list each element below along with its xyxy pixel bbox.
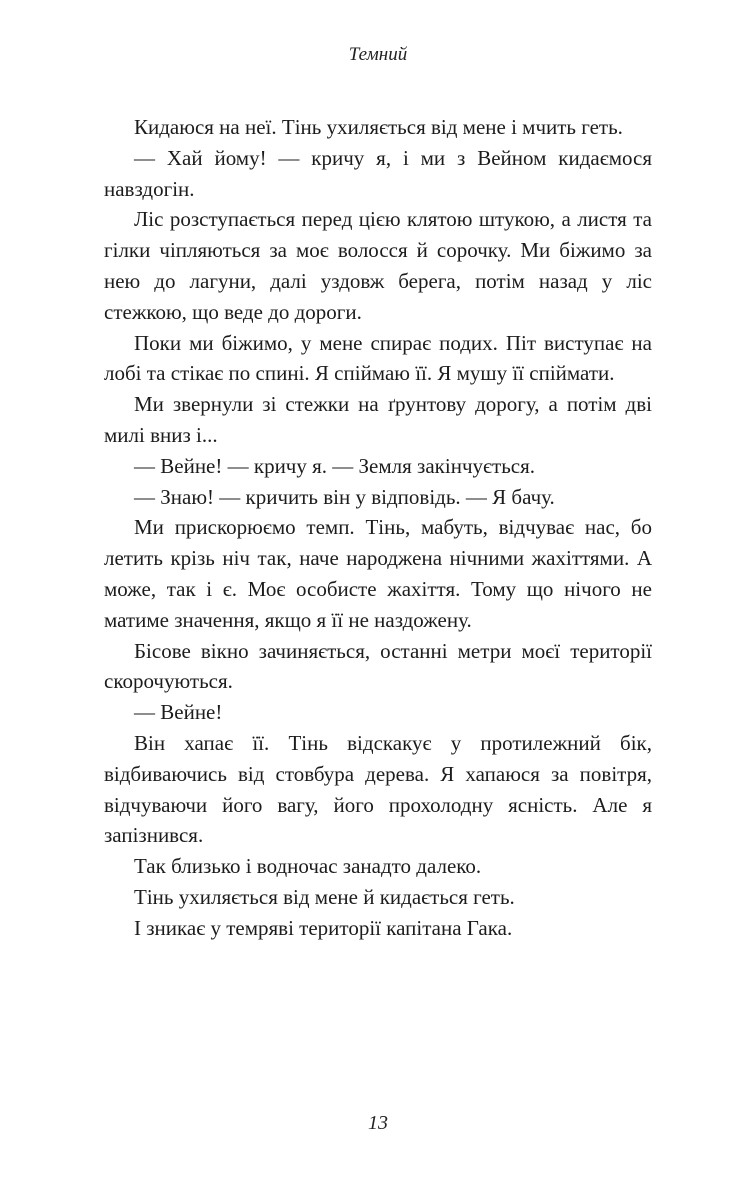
paragraph: Поки ми біжимо, у мене спирає подих. Піт виступає на лобі та стікає по спині. Я спіймаю її. Я мушу її спіймати. — [104, 330, 652, 386]
paragraph: Він хапає її. Тінь відскакує у протилежний бік, відбиваючись від стовбура дерева. Я хапаюся за повітря, відчуваючи його вагу, його прохолодну ясність. Але я запізнився. — [104, 730, 652, 848]
text-block — [104, 112, 652, 944]
page-number: 13 — [368, 1112, 388, 1134]
paragraph: Ми прискорюємо темп. Тінь, мабуть, відчуває нас, бо летить крізь ніч так, наче народжена нічними жахіттями. А може, так і є. Моє особисте жахіття. Тому що нічого не матиме значення, якщо я її не наздожену. — [104, 515, 652, 632]
paragraph: Ліс розступається перед цією клятою штукою, а листя та гілки чіпляються за моє волосся й сорочку. Ми біжимо за нею до лагуни, далі уздовж берега, потім назад у ліс стежкою, що веде до дороги. — [104, 207, 652, 324]
paragraph: Бісове вікно зачиняється, останні метри моєї території скорочуються. — [104, 638, 652, 694]
paragraph: І зникає у темряві території капітана Гака. — [134, 915, 513, 940]
running-header: Темний — [348, 44, 408, 65]
paragraph: — Знаю! — кричить він у відповідь. — Я бачу. — [134, 484, 555, 509]
paragraph: Так близько і водночас занадто далеко. — [134, 854, 482, 879]
paragraph: Тінь ухиляється від мене й кидається геть. — [134, 884, 515, 909]
paragraph: — Вейне! — кричу я. — Земля закінчується. — [134, 453, 535, 478]
paragraph: — Вейне! — [134, 700, 223, 725]
paragraph: — Хай йому! — кричу я, і ми з Вейном кидаємося навздогін. — [104, 145, 652, 201]
paragraph: Ми звернули зі стежки на ґрунтову дорогу, а потім дві милі вниз і... — [104, 392, 652, 447]
paragraph: Кидаюся на неї. Тінь ухиляється від мене і мчить геть. — [134, 115, 623, 139]
